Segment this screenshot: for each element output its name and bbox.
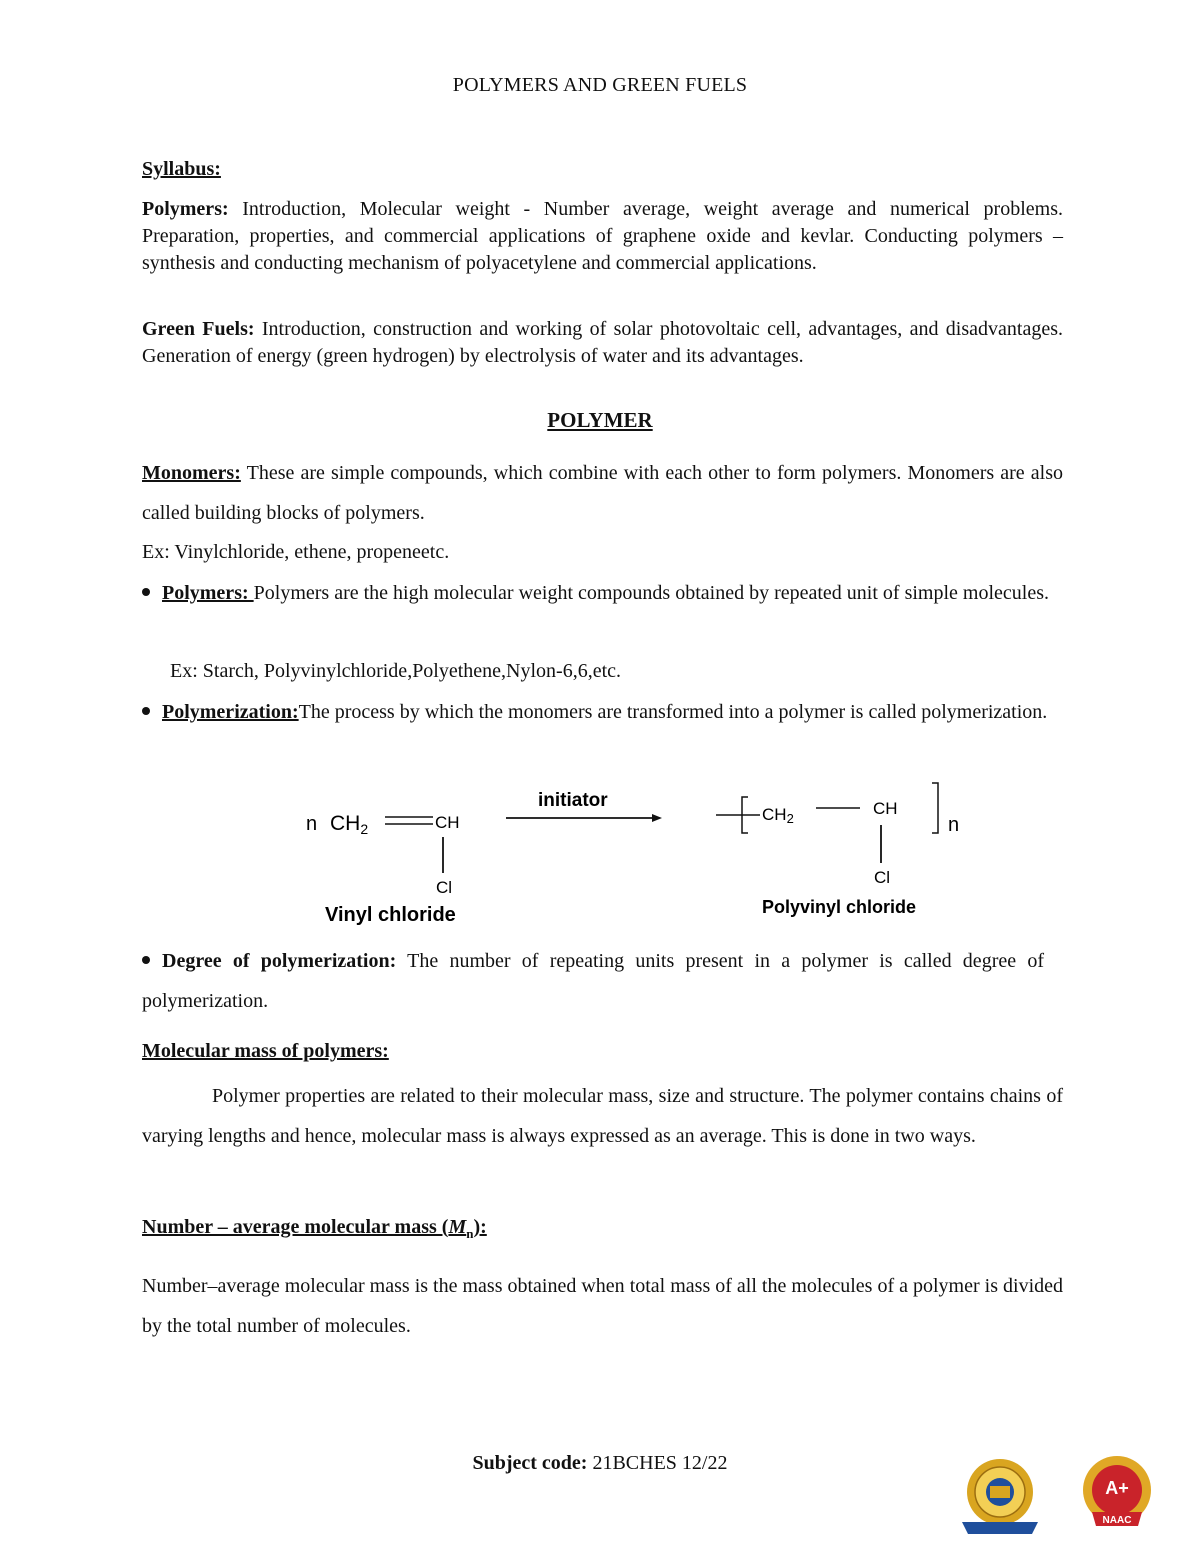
polymerization-reaction-diagram [290,775,990,935]
bracket-right-icon [932,783,938,833]
reactant-ch: CH [435,813,460,832]
degree-definition [142,941,1044,1021]
page-header: POLYMERS AND GREEN FUELS [452,74,748,96]
molecular-mass-heading: Molecular mass of polymers: [142,1040,389,1062]
bullet-icon [142,956,150,964]
naac-label: NAAC [1102,1515,1132,1526]
reactant-ch2: CH2 [330,812,369,837]
polymerization-label: Polymerization: [162,701,299,723]
footer-label: Subject code: [472,1452,588,1474]
syllabus-heading: Syllabus: [142,158,221,180]
monomers-text: These are simple compounds, which combine with each other to form polymers. Monomers are also called building blocks of polymers. [142,462,1063,524]
polymers-example: Ex: Starch, Polyvinylchloride,Polyethene,Nylon-6,6,etc. [170,660,622,682]
arrow-label: initiator [538,790,608,811]
syllabus-green-label: Green Fuels: [142,318,255,340]
monomers-example: Ex: Vinylchloride, ethene, propeneetc. [142,541,450,563]
number-average-paragraph: Number–average molecular mass is the mass obtained when total mass of all the molecules of a polymer is divided by the total number of molecules. [142,1275,1063,1337]
number-average-heading-block [142,1216,1063,1242]
bullet-icon [142,707,150,715]
syllabus-polymers-text: Introduction, Molecular weight - Number average, weight average and numerical problems. Preparation, properties, and commercial applications of graphene oxide and kevlar. Conducting polymers – synthesis and conducting mechanism of polyacetylene and commercial applications. [142,198,1063,274]
product-name: Polyvinyl chloride [762,897,917,917]
product-ch2: CH2 [762,805,794,826]
reactant-name: Vinyl chloride [325,904,456,926]
molecular-mass-heading-block [142,1040,1063,1063]
section-title: POLYMER [547,408,653,432]
syllabus-green-paragraph [142,316,1063,370]
molecular-mass-paragraph: Polymer properties are related to their molecular mass, size and structure. The polymer contains chains of varying lengths and hence, molecular mass is always expressed as an average. This is done in two ways. [142,1085,1063,1147]
degree-text: The number of repeating units present in a polymer is called degree of polymerization. [142,950,1044,1012]
number-average-heading: Number – average molecular mass $(M_n)$: [142,1216,487,1241]
polymerization-definition [142,692,1063,732]
syllabus-polymers-label: Polymers: [142,198,229,220]
bullet-icon [142,588,150,596]
institution-seal-icon [956,1456,1044,1538]
syllabus-polymers-paragraph [142,196,1063,277]
polymerization-text: The process by which the monomers are transformed into a polymer is called polymerization. [298,701,1048,723]
polymers-def-label: Polymers: [162,582,254,604]
naac-grade: A+ [1105,1478,1129,1498]
monomers-label: Monomers: [142,462,241,484]
naac-badge-icon [1074,1454,1160,1538]
product-cl: Cl [874,868,891,887]
syllabus-green-text: Introduction, construction and working of solar photovoltaic cell, advantages, and disadvantages. Generation of energy (green hydrogen) by electrolysis of water and its advantages. [142,318,1063,367]
monomers-paragraph [142,453,1063,533]
product-ch: CH [873,799,898,818]
polymers-def-text: Polymers are the high molecular weight compounds obtained by repeated unit of simple molecules. [253,582,1049,604]
footer-code: 21BCHES 12/22 [587,1452,728,1474]
product-n: n [948,814,960,836]
polymers-definition [142,573,1063,613]
degree-label: Degree of polymerization: [162,950,397,972]
reactant-n: n [306,813,318,835]
arrow-head-icon [652,814,662,822]
syllabus-heading-block [142,158,1063,181]
reactant-cl: Cl [436,878,453,897]
